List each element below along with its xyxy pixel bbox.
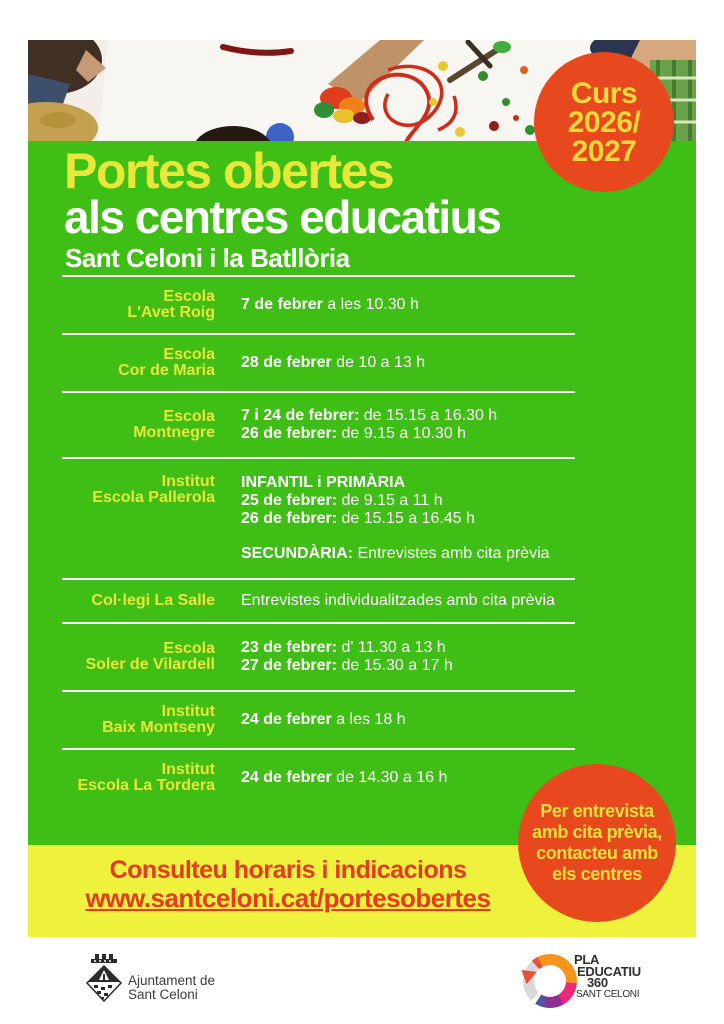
session-info-line: 23 de febrer: d' 11.30 a 13 h xyxy=(241,639,446,656)
session-details xyxy=(241,592,575,610)
contact-note-line: amb cita prèvia, xyxy=(532,822,662,842)
pla-educatiu-wordmark xyxy=(574,954,641,1000)
badge-line: Curs xyxy=(570,76,638,110)
poster-title-line2: als centres educatius xyxy=(64,191,501,243)
session-info-line: Entrevistes individualitzades amb cita prèvia xyxy=(241,592,555,609)
schedule-row xyxy=(62,391,575,457)
school-name: Escola Cor de Maria xyxy=(118,346,215,379)
schedule-row xyxy=(62,748,575,806)
ajuntament-wordmark xyxy=(128,974,215,1002)
session-info-line: INFANTIL i PRIMÀRIA xyxy=(241,474,406,491)
session-info-line: 26 de febrer: de 9.15 a 10.30 h xyxy=(241,425,467,442)
contact-note-circle xyxy=(518,764,676,922)
schedule-row xyxy=(62,333,575,391)
schedule-row xyxy=(62,578,575,622)
session-info-line: 24 de febrer a les 18 h xyxy=(241,711,406,728)
session-details xyxy=(241,296,575,314)
contact-note-line: Per entrevista xyxy=(540,801,654,821)
session-details xyxy=(241,769,575,787)
session-details xyxy=(241,474,575,563)
school-name: Institut Escola La Tordera xyxy=(77,761,215,794)
info-line: Consulteu horaris i indicacions xyxy=(109,856,467,884)
schedule-row xyxy=(62,275,575,333)
pla-educatiu-line: PLA xyxy=(574,952,600,967)
session-info-line: 7 i 24 de febrer: de 15.15 a 16.30 h xyxy=(241,407,498,424)
schedule-row xyxy=(62,622,575,690)
pla-360-ring-icon xyxy=(523,954,577,1008)
contact-note-line: els centres xyxy=(552,864,642,884)
session-info-line: SECUNDÀRIA: Entrevistes amb cita prèvia xyxy=(241,545,550,562)
poster-title-line1: Portes obertes xyxy=(64,143,394,199)
school-name: Col·legi La Salle xyxy=(91,592,215,609)
session-info-line: 7 de febrer a les 10.30 h xyxy=(241,296,419,313)
ajuntament-line: Sant Celoni xyxy=(128,987,198,1002)
portesobertes-link[interactable]: www.santceloni.cat/portesobertes xyxy=(85,883,491,913)
schedule-row xyxy=(62,690,575,748)
school-name: Escola Soler de Vilardell xyxy=(85,640,215,673)
session-info-line: 24 de febrer de 14.30 a 16 h xyxy=(241,769,448,786)
session-details xyxy=(241,407,575,443)
session-info-line: 26 de febrer: de 15.15 a 16.45 h xyxy=(241,510,475,527)
session-details xyxy=(241,354,575,372)
ajuntament-crest-icon xyxy=(85,949,123,1003)
badge-line: 2026/ xyxy=(567,105,641,139)
school-name: Institut Escola Pallerola xyxy=(92,473,215,506)
pla-educatiu-line: EDUCATIU xyxy=(577,963,641,979)
main-section xyxy=(28,141,696,845)
session-info-line: 25 de febrer: de 9.15 a 11 h xyxy=(241,492,443,509)
footer xyxy=(28,937,696,1024)
badge-line: 2027 xyxy=(571,134,637,168)
schedule-row xyxy=(62,457,575,578)
info-text-block xyxy=(28,845,548,912)
school-name: Escola L'Avet Roig xyxy=(127,288,215,321)
poster-subtitle: Sant Celoni i la Batllòria xyxy=(65,243,350,273)
contact-note-line: contacteu amb xyxy=(536,843,658,863)
session-details xyxy=(241,639,575,675)
open-days-schedule xyxy=(62,275,575,806)
session-details xyxy=(241,711,575,729)
session-info-line: 28 de febrer de 10 a 13 h xyxy=(241,354,426,371)
school-name: Institut Baix Montseny xyxy=(102,703,215,736)
ring-hole xyxy=(534,965,566,997)
pla-educatiu-line: 360 xyxy=(587,975,608,990)
pla-educatiu-line: SANT CELONI xyxy=(576,988,640,1000)
school-name: Escola Montnegre xyxy=(133,408,215,441)
ajuntament-line: Ajuntament de xyxy=(128,973,216,988)
course-year-badge xyxy=(534,52,674,192)
session-info-line: 27 de febrer: de 15.30 a 17 h xyxy=(241,657,453,674)
